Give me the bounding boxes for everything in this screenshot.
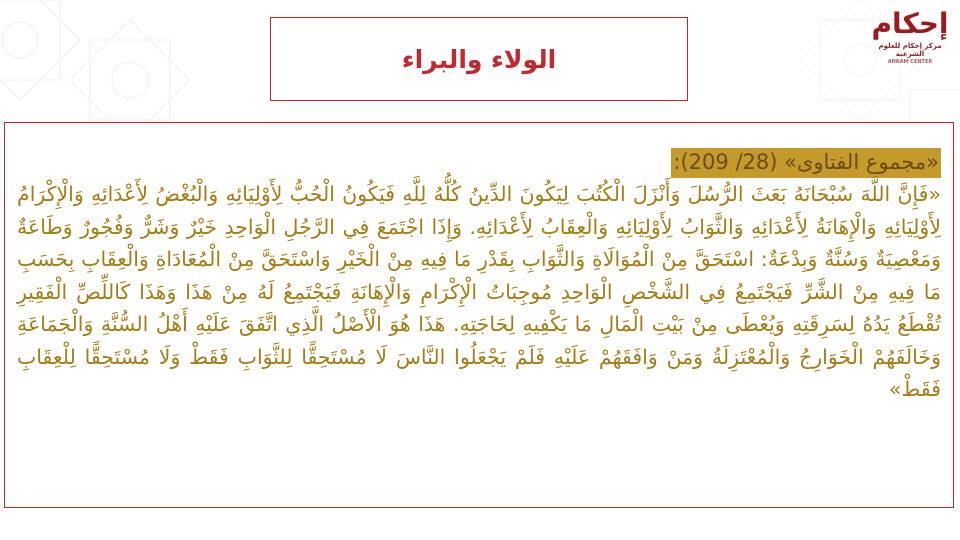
quote-panel [4, 122, 954, 508]
quote-text: «فَإِنَّ اللَّهَ سُبْحَانَهُ بَعَثَ الرُّسُلَ وَأَنْزَلَ الْكُتُبَ لِيَكُونَ الدِّينُ كُلُّهُ لِلَّهِ فَيَكُونُ الْحُبُّ لِأَوْلِيَائِهِ وَالْبُغْضُ لِأَعْدَائِهِ وَالْإِكْرَامُ لِأَوْلِيَائِهِ وَالْإِهَانَةُ لِأَعْدَائِهِ وَالثَّوَابُ لِأَوْلِيَائِهِ وَالْعِقَابُ لِأَعْدَائِهِ. وَإِذَا اجْتَمَعَ فِي الرَّجُلِ الْوَاحِدِ خَيْرٌ وَشَرٌّ وَفُجُورٌ وَطَاعَةٌ وَمَعْصِيَةٌ وَسُنَّةٌ وَبِدْعَةٌ: اسْتَحَقَّ مِنْ الْمُوَالَاةِ وَالثَّوَابِ بِقَدْرِ مَا فِيهِ مِنْ الْخَيْرِ وَاسْتَحَقَّ مِنْ الْمُعَادَاةِ وَالْعِقَابِ بِحَسَبِ مَا فِيهِ مِنْ الشَّرِّ فَيَجْتَمِعُ فِي الشَّخْصِ الْوَاحِدِ مُوجِبَاتُ الْإِكْرَامِ وَالْإِهَانَةِ فَيَجْتَمِعُ لَهُ مِنْ هَذَا وَهَذَا كَاللِّصِّ الْفَقِيرِ تُقْطَعُ يَدُهُ لِسَرِقَتِهِ وَيُعْطَى مِنْ بَيْتِ الْمَالِ مَا يَكْفِيهِ لِحَاجَتِهِ. هَذَا هُوَ الْأَصْلُ الَّذِي اتَّفَقَ عَلَيْهِ أَهْلُ السُّنَّةِ وَالْجَمَاعَةِ وَخَالَفَهُمْ الْخَوَارِجُ وَالْمُعْتَزِلَةُ وَمَنْ وَافَقَهُمْ عَلَيْهِ فَلَمْ يَجْعَلُوا النَّاسَ لَا مُسْتَحِقًّا لِلثَّوَابِ فَقَطْ وَلَا مُسْتَحِقًّا لِلْعِقَابِ فَقَطْ» [17, 182, 941, 401]
logo-subtitle: مركز إحكام للعلوم الشرعية [878, 42, 942, 58]
source-citation-text: «مجموع الفتاوى» (28/ 209): [671, 148, 941, 178]
source-citation [17, 148, 941, 178]
logo-tagline: AHKAM CENTER [887, 59, 933, 65]
slide-title-box [270, 17, 688, 101]
slide-title: الولاء والبراء [401, 44, 557, 74]
brand-logo [870, 8, 950, 66]
logo-mark: إحكام [871, 7, 949, 40]
